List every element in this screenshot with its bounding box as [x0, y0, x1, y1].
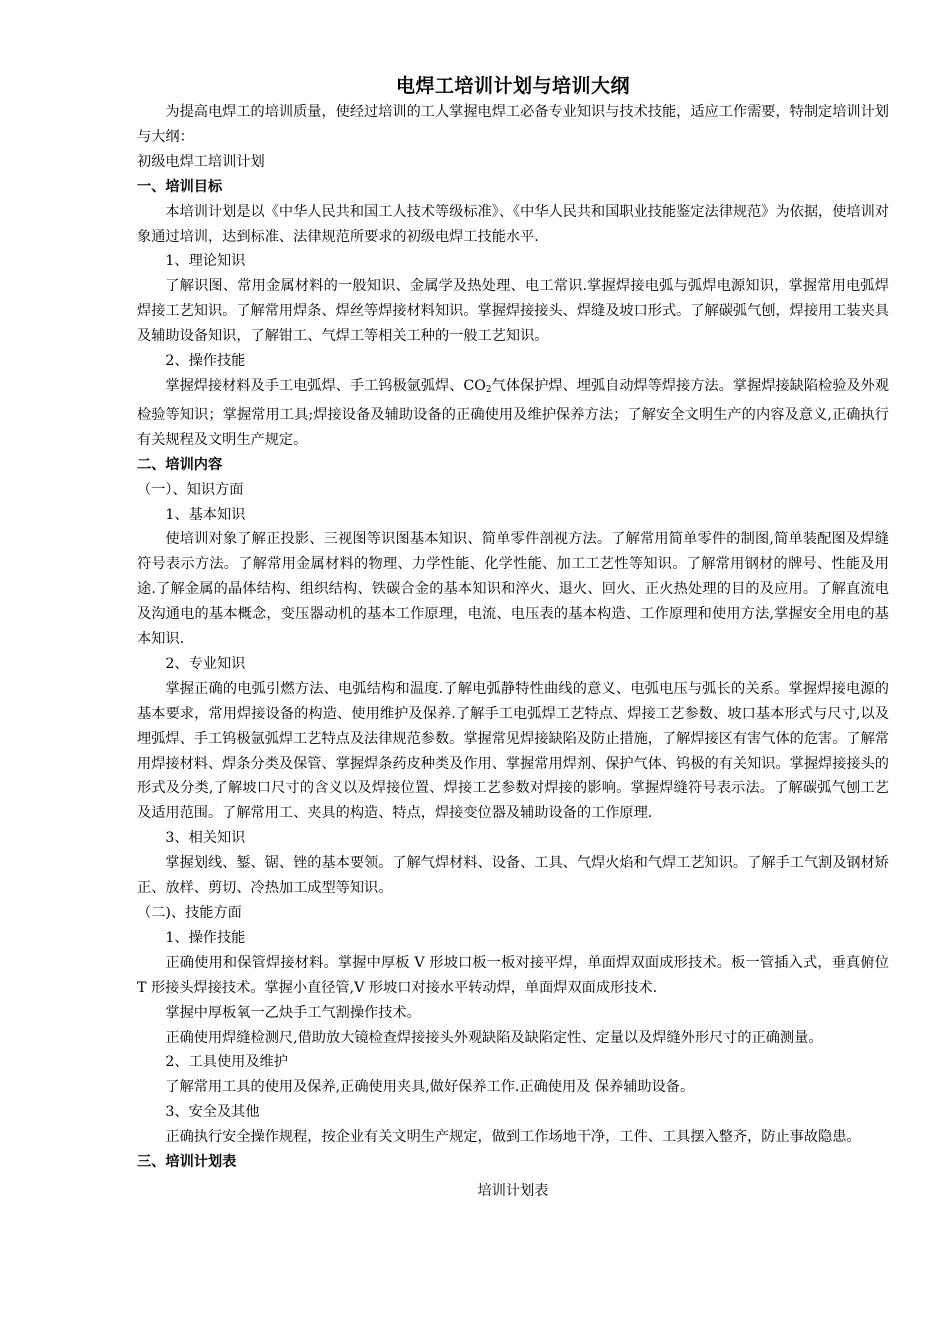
- basic-knowledge-text: 使培训对象了解正投影、三视图等识图基本知识、简单零件剖视方法。了解常用简单零件的制图,简单装配图及焊缝符号表示方法。了解常用金属材料的物理、力学性能、化学性能、加工工艺性等知识。了解常用钢材的牌号、性能及用途.了解金属的晶体结构、组织结构、铁碳合金的基本知识和淬火、退火、回火、正火热处理的目的及应用。了解直流电及沟通电的基本概念，变压器动机的基本工作原理，电流、电压表的基本构造、工作原理和使用方法,掌握安全用电的基本知识.: [137, 531, 889, 648]
- knowledge-aspect-heading: （一）、知识方面: [137, 481, 244, 498]
- schedule-table-caption: 培训计划表: [477, 1182, 549, 1199]
- operation-skill-text-b: 气体保护焊、埋弧自动焊等焊接方法。掌握焊接缺陷检验及外观检验等知识；掌握常用工具;焊接设备及辅助设备的正确使用及维护保养方法；了解安全文明生产的内容及意义,正确执行有关规程及文明生产规定。: [137, 377, 889, 448]
- operation-skill-text-a: 掌握焊接材料及手工电弧焊、手工钨极氩弧焊、CO: [165, 377, 486, 394]
- skill-aspect-heading: （二)、技能方面: [137, 905, 242, 921]
- goals-paragraph: 本培训计划是以《中华人民共和国工人技术等级标准》、《中华人民共和国职业技能鉴定法律规范》为依据，使培训对象通过培训，达到标准、法律规范所要求的初级电焊工技能水平.: [137, 203, 889, 245]
- related-knowledge-text: 掌握划线、錾、锯、锉的基本要领。了解气焊材料、设备、工具、气焊火焰和气焊工艺知识。了解手工气割及钢材矫正、放样、剪切、冷热加工成型等知识。: [137, 855, 889, 897]
- professional-knowledge-title: 2、专业知识: [165, 655, 246, 672]
- operating-skill-text-3: 正确使用焊缝检测尺,借助放大镜检查焊接接头外观缺陷及缺陷定性、定量以及焊缝外形尺寸的正确测量。: [165, 1029, 823, 1046]
- intro-paragraph: 为提高电焊工的培训质量，使经过培训的工人掌握电焊工必备专业知识与技术技能，适应工作需要，特制定培训计划与大纲：: [137, 104, 889, 145]
- safety-title: 3、安全及其他: [165, 1104, 260, 1121]
- basic-knowledge-title: 1、基本知识: [165, 506, 246, 523]
- section-heading-schedule: 三、培训计划表: [137, 1154, 237, 1171]
- safety-text: 正确执行安全操作规程，按企业有关文明生产规定，做到工作场地干净，工件、工具摆入整齐，防止事故隐患。: [165, 1129, 861, 1146]
- theory-knowledge-text: 了解识图、常用金属材料的一般知识、金属学及热处理、电工常识.掌握焊接电弧与弧焊电源知识，掌握常用电弧焊焊接工艺知识。了解常用焊条、焊丝等焊接材料知识。掌握焊接接头、焊缝及坡口形式。了解碳弧气刨，焊接用工装夹具及辅助设备知识，了解钳工、气焊工等相关工种的一般工艺知识。: [137, 278, 889, 345]
- section-heading-goals: 一、培训目标: [137, 178, 223, 195]
- operating-skill-text-2: 掌握中厚板氧一乙炔手工气割操作技术。: [165, 1004, 421, 1021]
- professional-knowledge-text: 掌握正确的电弧引燃方法、电弧结构和温度.了解电弧静特性曲线的意义、电弧电压与弧长的关系。掌握焊接电源的基本要求，常用焊接设备的构造、使用维护及保养.了解手工电弧焊工艺特点、焊接工艺参数、坡口基本形式与尺寸,以及埋弧焊、手工钨极氩弧焊工艺特点及法律规范参数。掌握常见焊接缺陷及防止措施，了解焊接区有害气体的危害。了解常用焊接材料、焊条分类及保管、掌握焊条药皮种类及作用、掌握常用焊剂、保护气体、钨极的有关知识。掌握焊接接头的形式及分类,了解坡口尺寸的含义以及焊接位置、焊接工艺参数对焊接的影响。掌握焊缝符号表示法。了解碳弧气刨工艺及适用范围。了解常用工、夹具的构造、特点，焊接变位器及辅助设备的工作原理.: [137, 680, 889, 822]
- operation-skill-text: [137, 374, 889, 453]
- theory-knowledge-title: 1、理论知识: [165, 253, 246, 270]
- tool-maintenance-title: 2、工具使用及维护: [165, 1054, 288, 1071]
- operating-skill-text-1: 正确使用和保管焊接材料。掌握中厚板 V 形坡口板一板对接平焊，单面焊双面成形技术。板一管插入式，垂真俯位 T 形接头焊接技术。掌握小直径管,V 形坡口对接水平转动焊，单面焊双面成形技术.: [137, 954, 889, 996]
- co2-subscript: 2: [485, 384, 492, 395]
- tool-maintenance-text: 了解常用工具的使用及保养,正确使用夹具,做好保养工作.正确使用及 保养辅助设备。: [165, 1079, 695, 1096]
- operating-skill-title: 1、操作技能: [165, 929, 246, 946]
- related-knowledge-title: 3、相关知识: [165, 830, 246, 847]
- section-heading-content: 二、培训内容: [137, 456, 223, 473]
- plan-subtitle: 初级电焊工培训计划: [137, 153, 265, 170]
- operation-skill-title: 2、操作技能: [165, 353, 246, 370]
- document-body: [137, 74, 889, 1204]
- document-title: 电焊工培训计划与培训大纲: [395, 75, 630, 97]
